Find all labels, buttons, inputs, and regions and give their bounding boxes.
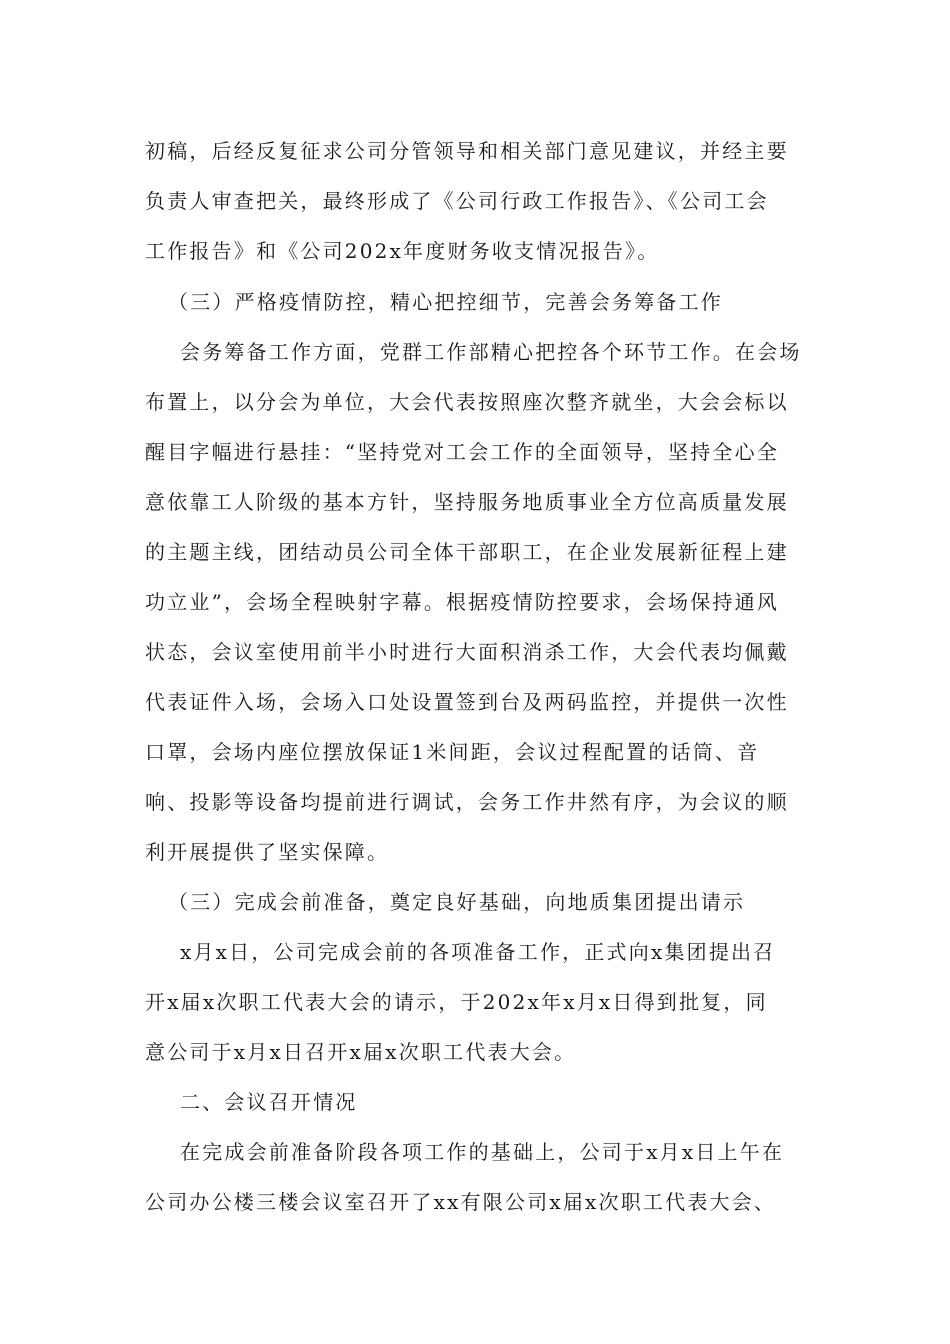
text-line: 布置上，以分会为单位，大会代表按照座次整齐就坐，大会会标以	[145, 390, 789, 414]
text-line: 口罩，会场内座位摆放保证1米间距，会议过程配置的话筒、音	[145, 740, 760, 764]
text-line: 会务筹备工作方面，党群工作部精心把控各个环节工作。在会场	[180, 340, 802, 364]
text-line: 工作报告》和《公司202x年度财务收支情况报告》。	[145, 239, 660, 263]
text-line: 意依靠工人阶级的基本方针，坚持服务地质事业全方位高质量发展	[145, 490, 789, 514]
text-line: 在完成会前准备阶段各项工作的基础上，公司于x月x日上午在	[180, 1140, 785, 1164]
text-line: 代表证件入场，会场入口处设置签到台及两码监控，并提供一次性	[145, 690, 789, 714]
text-line: 利开展提供了坚实保障。	[145, 840, 390, 864]
text-line: 功立业”，会场全程映射字幕。根据疫情防控要求，会场保持通风	[145, 590, 780, 614]
text-line: 的主题主线，团结动员公司全体干部职工，在企业发展新征程上建	[145, 540, 789, 564]
text-line: 初稿，后经反复征求公司分管领导和相关部门意见建议，并经主要	[145, 139, 789, 163]
text-line: 负责人审查把关，最终形成了《公司行政工作报告》、《公司工会	[145, 189, 769, 213]
text-line: 醒目字幅进行悬挂：“坚持党对工会工作的全面领导，坚持全心全	[145, 440, 780, 464]
text-line: 意公司于x月x日召开x届x次职工代表大会。	[145, 1040, 577, 1064]
text-line: 响、投影等设备均提前进行调试，会务工作井然有序，为会议的顺	[145, 790, 789, 814]
section-heading: 二、会议召开情况	[180, 1090, 358, 1114]
section-heading: （三）严格疫情防控，精心把控细节，完善会务筹备工作	[168, 290, 723, 314]
text-line: 开x届x次职工代表大会的请示，于202x年x月x日得到批复，同	[145, 990, 768, 1014]
text-line: 状态，会议室使用前半小时进行大面积消杀工作，大会代表均佩戴	[145, 640, 789, 664]
section-heading: （三）完成会前准备，奠定良好基础，向地质集团提出请示	[168, 890, 746, 914]
text-line: x月x日，公司完成会前的各项准备工作，正式向x集团提出召	[180, 940, 776, 964]
text-line: 公司办公楼三楼会议室召开了xx有限公司x届x次职工代表大会、	[145, 1190, 777, 1214]
